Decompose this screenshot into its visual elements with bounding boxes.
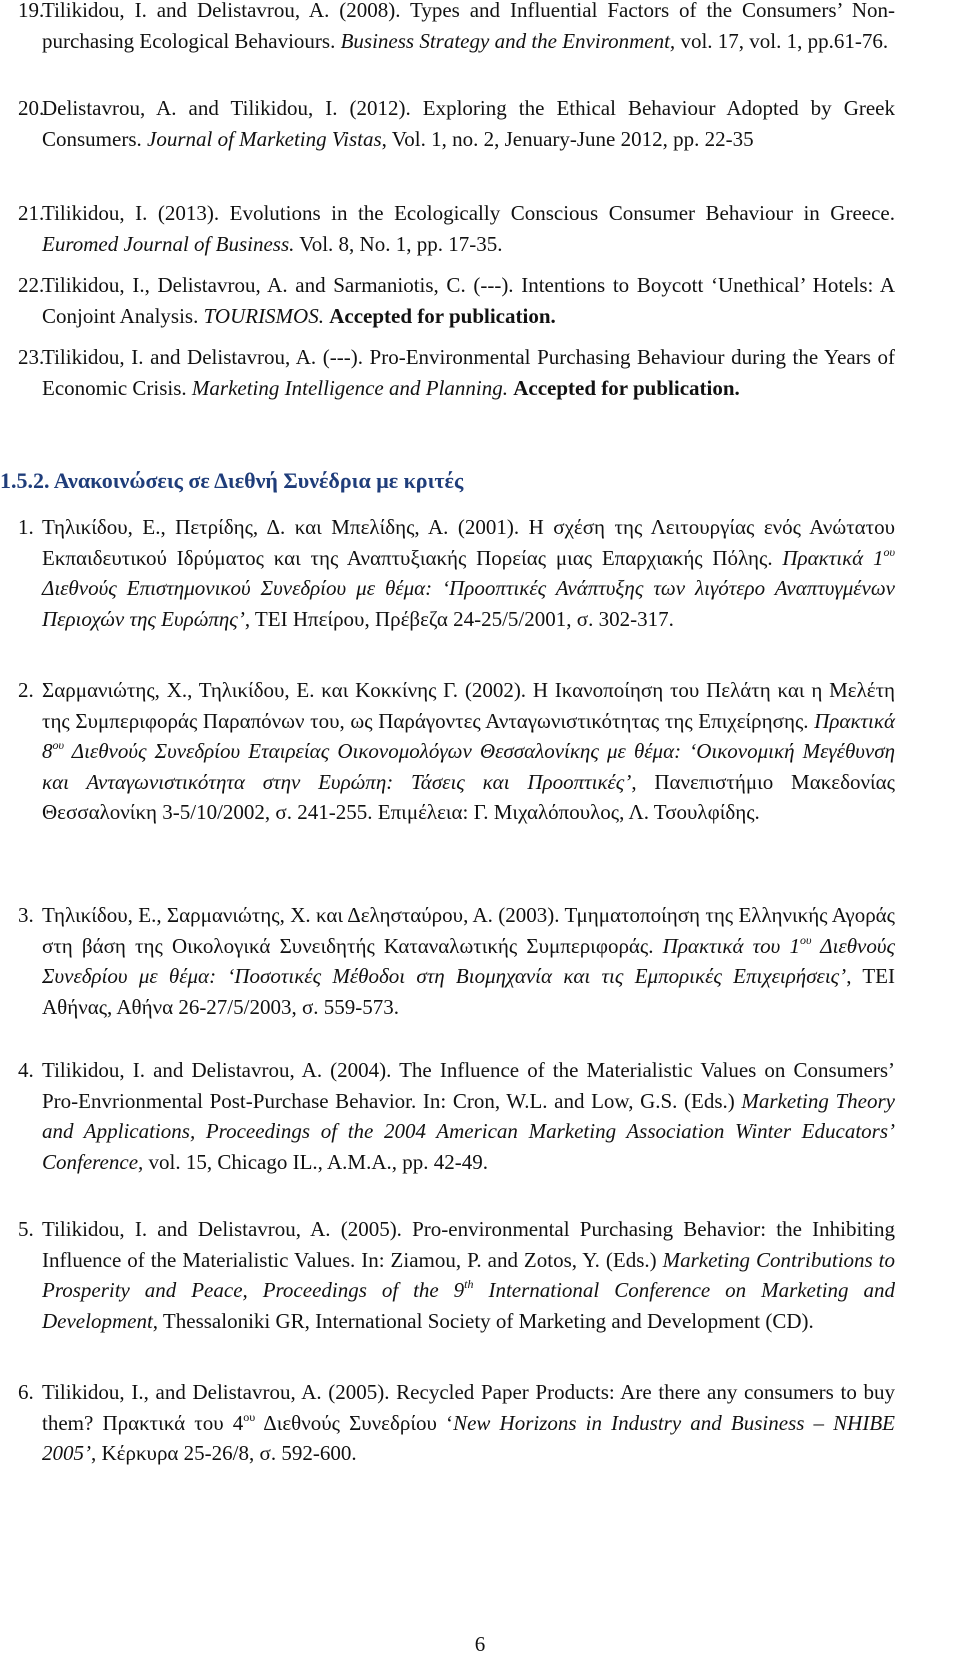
section-heading: 1.5.2. Ανακοινώσεις σε Διεθνή Συνέδρια με κριτές [0, 468, 464, 493]
reference-run: Marketing Theory and Applications, Proceedings of the 2004 American Marketing Association Winter Educators’ Conference, [42, 1088, 895, 1174]
reference-run: New Horizons in Industry and Business – NHIBE 2005’ [42, 1410, 895, 1465]
reference-number: 3. [18, 903, 34, 927]
reference-text [42, 1377, 895, 1469]
conference-ref-1 [0, 512, 960, 634]
reference-text [42, 675, 895, 828]
reference-22 [0, 270, 960, 331]
reference-number: 4. [18, 1058, 34, 1082]
reference-run: vol. 15, Chicago IL., A.M.A., pp. 42-49. [143, 1149, 489, 1174]
reference-run: , Vol. 1, no. 2, Jenuary-June 2012, pp. 22-35 [381, 126, 754, 151]
reference-run: Vol. 8, No. 1, pp. 17-35. [294, 231, 503, 256]
reference-run: Πρακτικά του 1 [662, 933, 800, 958]
reference-run: , ΤΕΙ Ηπείρου, Πρέβεζα 24-25/5/2001, σ. 302-317. [244, 606, 674, 631]
reference-run: Tilikidou, I. and Delistavrou, A. (2004). The Influence of the Materialistic Values on Consumers’ Pro-Envrionmental Post-Purchase Behavior. In: Cron, W.L. and Low, G.S. (Eds.) [42, 1058, 895, 1113]
reference-number: 20. [18, 96, 45, 120]
reference-run: Accepted for publication. [513, 375, 740, 400]
reference-run: ου [799, 932, 812, 947]
reference-run: th [464, 1277, 474, 1291]
conference-ref-4 [0, 1055, 960, 1177]
reference-21 [0, 198, 960, 259]
reference-run: vol. 17, vol. 1, pp.61-76. [675, 28, 889, 53]
reference-number: 22. [18, 273, 45, 297]
reference-run: Τηλικίδου, Ε., Σαρμανιώτης, Χ. και Δελησταύρου, Α. (2003). Τμηματοποίηση της Ελληνικής Αγοράς στη βάση της Οικολογικά Συνειδητής Καταναλωτικής Συμπεριφοράς. [42, 903, 895, 958]
reference-run: ου [243, 1409, 256, 1424]
reference-run: Tilikidou, I. and Delistavrou, A. (2008). Types and Influential Factors of the Consumers’ Non-purchasing Ecological Behaviours. [42, 0, 895, 53]
reference-text [42, 0, 895, 56]
reference-run: , Κέρκυρα 25-26/8, σ. 592-600. [91, 1441, 357, 1465]
reference-text [42, 1214, 895, 1336]
reference-run: Accepted for publication. [329, 303, 556, 328]
conference-ref-6 [0, 1377, 960, 1469]
reference-run: Journal of Marketing Vistas [147, 126, 382, 151]
reference-run: Τηλικίδου, Ε., Πετρίδης, Δ. και Μπελίδης, Α. (2001). Η σχέση της Λειτουργίας ενός Ανώτατου Εκπαιδευτικού Ιδρύματος και της Αναπτυξιακής Πορείας μιας Επαρχιακής Πόλης. [42, 515, 895, 570]
reference-19 [0, 0, 960, 56]
reference-number: 23. [18, 345, 45, 369]
reference-run: Διεθνούς Συνεδρίου Εταιρείας Οικονομολόγων Θεσσαλονίκης με θέμα: ‘Οικονομική Μεγέθυνση και Ανταγωνιστικότητα στην Ευρώπη: Τάσεις και Προοπτικές’ [42, 739, 895, 794]
conference-ref-2 [0, 675, 960, 828]
reference-run: ου [52, 738, 65, 752]
reference-run: Διεθνούς Συνεδρίου με θέμα: ‘Ποσοτικές Μέθοδοι στη Βιομηχανία και τις Εμπορικές Επιχειρήσεις’ [42, 933, 895, 988]
reference-text [42, 1055, 895, 1177]
reference-number: 6. [18, 1380, 34, 1404]
reference-number: 1. [18, 515, 34, 539]
reference-text [42, 900, 895, 1022]
reference-run: International Conference on Marketing and Development [42, 1278, 895, 1333]
reference-text [42, 270, 895, 331]
reference-text [42, 198, 895, 259]
conference-ref-5 [0, 1214, 960, 1336]
reference-run: Business Strategy and the Environment, [340, 28, 676, 53]
reference-23 [0, 342, 960, 403]
reference-run: Marketing Intelligence and Planning. [191, 375, 508, 400]
reference-run: Πρακτικά 1 [782, 545, 884, 570]
reference-run: , Πανεπιστήμιο Μακεδονίας Θεσσαλονίκη 3-5/10/2002, σ. 241-255. Επιμέλεια: Γ. Μιχαλόπουλος, Λ. Τσουλφίδης. [42, 769, 895, 824]
reference-number: 5. [18, 1217, 34, 1241]
reference-run: , Thessaloniki GR, International Society of Marketing and Development (CD). [152, 1308, 814, 1333]
conference-ref-3 [0, 900, 960, 1022]
reference-run: Euromed Journal of Business. [42, 231, 295, 256]
reference-run: Διεθνούς Επιστημονικού Συνεδρίου με θέμα: ‘Προοπτικές Ανάπτυξης των λιγότερο Αναπτυγμένων Περιοχών της Ευρώπης’ [42, 576, 895, 631]
reference-run: Πρακτικά 8 [42, 708, 895, 763]
reference-run: , ΤΕΙ Αθήνας, Αθήνα 26-27/5/2003, σ. 559-573. [42, 964, 895, 1019]
reference-run: Tilikidou, I., Delistavrou, A. and Sarmaniotis, C. (---). Intentions to Boycott ‘Unethical’ Hotels: A Conjoint Analysis. [42, 273, 895, 328]
reference-run: Tilikidou, I. and Delistavrou, A. (2005). Pro-environmental Purchasing Behavior: the Inhibiting Influence of the Materialistic Values. In: Ziamou, P. and Zotos, Y. (Eds.) [42, 1217, 895, 1272]
reference-number: 19. [18, 0, 45, 22]
reference-text [42, 93, 895, 154]
reference-text [42, 512, 895, 634]
reference-run: Tilikidou, I., and Delistavrou, A. (2005). Recycled Paper Products: Are there any consumers to buy them? Πρακτικά του 4 [42, 1380, 895, 1435]
reference-run: Marketing Contributions to Prosperity and Peace, Proceedings of the 9 [42, 1247, 896, 1302]
reference-text [42, 342, 895, 403]
reference-run: Διεθνούς Συνεδρίου ‘ [255, 1410, 454, 1435]
reference-run: TOURISMOS. [203, 303, 324, 328]
reference-run: Tilikidou, I. and Delistavrou, A. (---). Pro-Environmental Purchasing Behaviour during the Years of Economic Crisis. [42, 345, 895, 400]
reference-20 [0, 93, 960, 154]
reference-number: 2. [18, 678, 34, 702]
reference-run: Tilikidou, I. (2013). Evolutions in the Ecologically Conscious Consumer Behaviour in Greece. [42, 201, 895, 225]
reference-run: Delistavrou, A. and Tilikidou, I. (2012). Exploring the Ethical Behaviour Adopted by Greek Consumers. [42, 96, 895, 151]
reference-number: 21. [18, 201, 45, 225]
page-number: 6 [474, 1632, 486, 1656]
reference-run: Σαρμανιώτης, Χ., Τηλικίδου, Ε. και Κοκκίνης Γ. (2002). Η Ικανοποίηση του Πελάτη και η Μελέτη της Συμπεριφοράς Παραπόνων του, ως Παράγοντες Ανταγωνιστικότητας της Επιχείρησης. [42, 678, 895, 733]
reference-run: ου [883, 544, 895, 559]
